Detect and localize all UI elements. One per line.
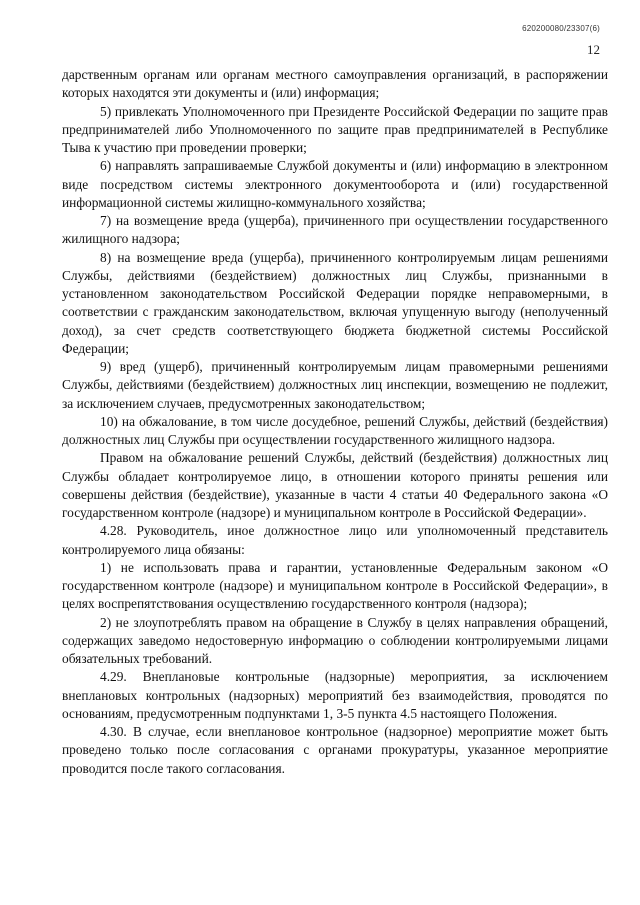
document-code: 620200080/23307(6) — [522, 24, 600, 33]
paragraph-4-28-item-2: 2) не злоупотреблять правом на обращение в Службу в целях направления обращений, содержащих заведомо недостоверную информацию о соблюдении контролируемыми лицами обязательных требований. — [62, 614, 608, 666]
paragraph-item-8: 8) на возмещение вреда (ущерба), причиненного контролируемым лицам решениями Службы, действиями (бездействием) должностных лиц Службы, признанными в установленном законодательством Российской Федерации порядке неправомерными, в соответствии с гражданским законодательством, включая упущенную выгоду (неполученный доход), за счет средств соответствующего бюджета бюджетной системы Российской Федерации; — [62, 249, 608, 356]
paragraph-4-28-item-1: 1) не использовать права и гарантии, установленные Федеральным законом «О государственном контроле (надзоре) и муниципальном контроле в Российской Федерации», в целях воспрепятствования осуществлению государственного контроля (надзора); — [62, 559, 608, 612]
paragraph-item-9: 9) вред (ущерб), причиненный контролируемым лицам правомерными решениями Службы, действиями (бездействием) должностных лиц инспекции, возмещению не подлежит, за исключением случаев, предусмотренных законодательством; — [62, 359, 608, 411]
page-number: 12 — [587, 42, 600, 57]
paragraph-item-6: 6) направлять запрашиваемые Службой документы и (или) информацию в электронном виде посредством системы электронного документооборота и (или) государственной информационной системы жилищно-коммунального хозяйства; — [62, 158, 608, 210]
paragraph-4-29: 4.29. Внеплановые контрольные (надзорные) мероприятия, за исключением внеплановых контрольных (надзорных) мероприятий без взаимодействия, проводятся по основаниям, предусмотренным подпунктами 1, 3-5 пункта 4.5 настоящего Положения. — [62, 669, 608, 721]
paragraph-continuation: дарственным органам или органам местного самоуправления организаций, в распоряжении которых находятся эти документы и (или) информация; — [62, 67, 608, 101]
paragraph-4-28: 4.28. Руководитель, иное должностное лицо или уполномоченный представитель контролируемого лица обязаны: — [62, 523, 608, 557]
paragraph-item-10: 10) на обжалование, в том числе досудебное, решений Службы, действий (бездействия) должностных лиц Службы при осуществлении государственного жилищного надзора. — [62, 413, 608, 447]
document-body — [62, 66, 608, 778]
paragraph-item-7: 7) на возмещение вреда (ущерба), причиненного при осуществлении государственного жилищного надзора; — [62, 213, 608, 247]
paragraph-item-5: 5) привлекать Уполномоченного при Президенте Российской Федерации по защите прав предпринимателей либо Уполномоченного по защите прав предпринимателей в Республике Тыва к участию при проведении проверки; — [62, 103, 608, 155]
paragraph-4-30: 4.30. В случае, если внеплановое контрольное (надзорное) мероприятие может быть проведено только после согласования с органами прокуратуры, указанное мероприятие проводится после такого согласования. — [62, 724, 608, 776]
paragraph-appeal-right: Правом на обжалование решений Службы, действий (бездействия) должностных лиц Службы обладает контролируемое лицо, в отношении которого приняты решения или совершены действия (бездействие), указанные в части 4 статьи 40 Федерального закона «О государственном контроле (надзоре) и муниципальном контроле в Российской Федерации». — [62, 450, 608, 520]
